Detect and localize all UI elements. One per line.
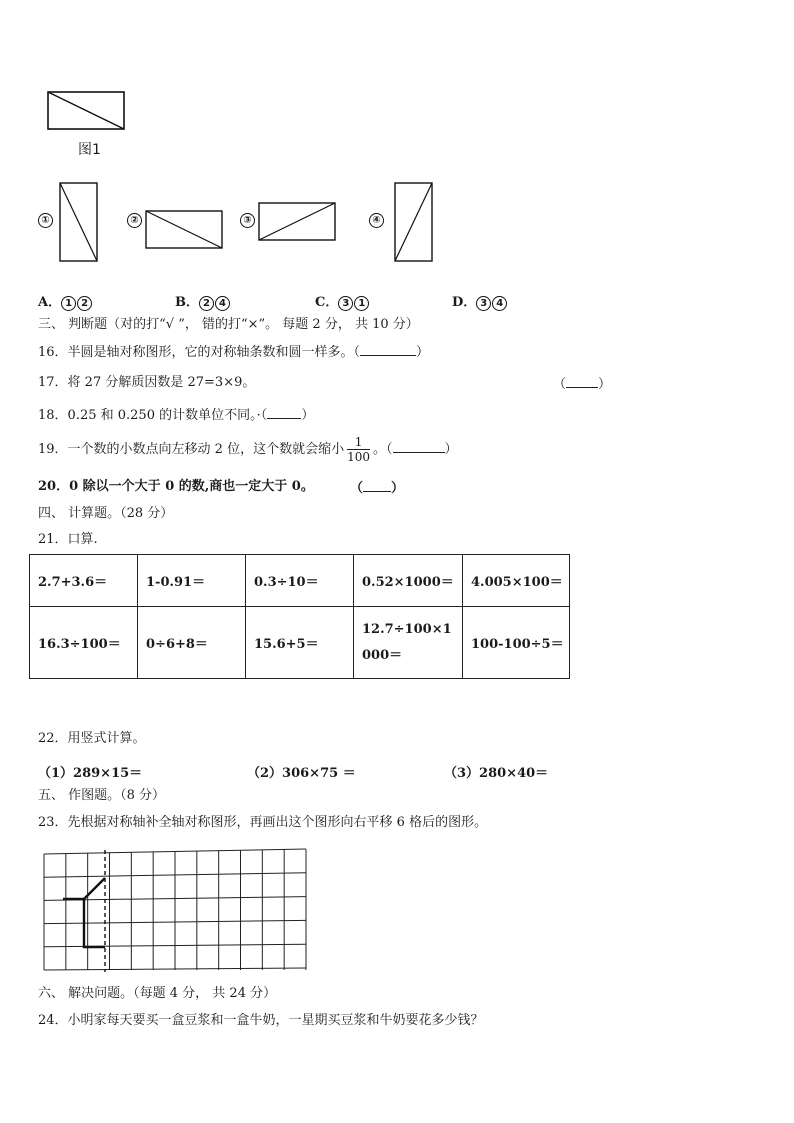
question-17-answer: （ ） xyxy=(553,377,612,392)
section-3-title: 三、 判断题（对的打“√ ”， 错的打“×”。 每题 2 分， 共 10 分） xyxy=(38,317,419,332)
calc-cell: 16.3÷100＝ xyxy=(30,607,138,679)
question-22-item-2: （2）306×75 ＝ xyxy=(247,766,356,781)
choice-a: A． 1 2 xyxy=(38,291,93,311)
option-4-figure xyxy=(393,181,435,263)
fraction-one-hundredth: $\frac{1}{100}$ xyxy=(347,435,370,464)
question-23-text: 23．先根据对称轴补全轴对称图形，再画出这个图形向右平移 6 格后的图形。 xyxy=(38,815,488,830)
calc-cell: 0.52×1000＝ xyxy=(354,555,463,607)
option-1-figure xyxy=(58,181,100,263)
section-6-title: 六、 解决问题。（每题 4 分， 共 24 分） xyxy=(38,986,277,1001)
question-22-item-1: （1）289×15＝ xyxy=(38,766,143,781)
option-2-figure xyxy=(144,209,224,251)
figure-half-top xyxy=(63,878,105,899)
question-22-title: 22．用竖式计算。 xyxy=(38,731,146,746)
mental-math-table xyxy=(29,554,570,679)
calc-cell: 0÷6+8＝ xyxy=(138,607,246,679)
drawing-grid xyxy=(40,846,310,974)
question-21-title: 21．口算. xyxy=(38,532,98,547)
calc-cell: 100-100÷5＝ xyxy=(463,607,570,679)
question-20-answer: （ ） xyxy=(350,481,405,496)
section-4-title: 四、 计算题。（28 分） xyxy=(38,506,174,521)
calc-cell: 0.3÷10＝ xyxy=(246,555,354,607)
question-24-text: 24．小明家每天要买一盒豆浆和一盒牛奶，一星期买豆浆和牛奶要花多少钱？ xyxy=(38,1013,484,1028)
choice-d: D． 3 4 xyxy=(452,291,508,311)
figure-1-caption: 图1 xyxy=(78,142,101,158)
option-2-label: ② xyxy=(127,213,142,228)
option-3-figure xyxy=(257,201,337,243)
question-16: 16．半圆是轴对称图形，它的对称轴条数和圆一样多。（ ） xyxy=(38,345,430,360)
option-3-label: ③ xyxy=(240,213,255,228)
calc-cell: 2.7+3.6＝ xyxy=(30,555,138,607)
choice-b: B． 2 4 xyxy=(175,291,231,311)
figure-1-rectangle xyxy=(46,90,126,132)
option-4-label: ④ xyxy=(369,213,384,228)
calc-cell: 4.005×100＝ xyxy=(463,555,570,607)
calc-cell: 12.7÷100×1000＝ xyxy=(354,607,463,679)
question-18: 18．0.25 和 0.250 的计数单位不同。·（ ） xyxy=(38,408,315,423)
choice-c: C． 3 1 xyxy=(315,291,370,311)
question-19: 19．一个数的小数点向左移动 2 位，这个数就会缩小 $\frac{1}{100}$ 。（ ） xyxy=(38,435,458,464)
calc-cell: 15.6+5＝ xyxy=(246,607,354,679)
section-5-title: 五、 作图题。（8 分） xyxy=(38,788,166,803)
question-22-item-3: （3）280×40＝ xyxy=(444,766,549,781)
question-17: 17．将 27 分解质因数是 27=3×9。 xyxy=(38,375,256,390)
question-20: 20．0 除以一个大于 0 的数,商也一定大于 0。 xyxy=(38,479,314,494)
calc-cell: 1-0.91＝ xyxy=(138,555,246,607)
option-1-label: ① xyxy=(38,213,53,228)
